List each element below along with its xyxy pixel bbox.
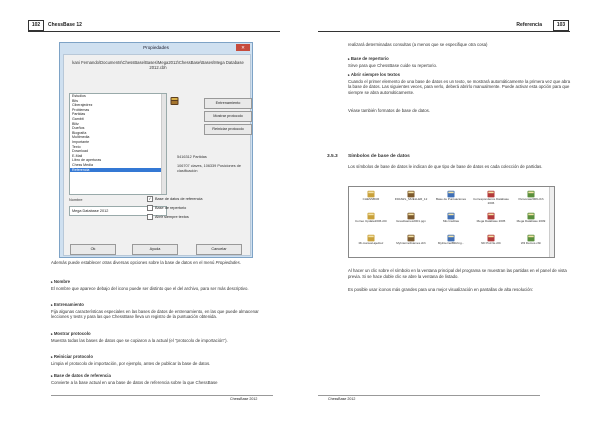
database-symbol[interactable] — [513, 234, 549, 256]
section-open-texts — [348, 72, 574, 95]
header-rule-right — [318, 31, 570, 32]
database-symbol-label: MyInternetGames.cbh — [396, 241, 426, 245]
list-item[interactable]: Gambit — [72, 116, 84, 121]
list-item[interactable]: Partidas — [72, 112, 86, 117]
list-item[interactable]: E-Mail — [72, 153, 83, 158]
section-training — [51, 302, 269, 320]
database-symbol[interactable] — [473, 212, 509, 234]
close-icon[interactable]: ✕ — [236, 44, 250, 51]
section-body: Convierte a la base actual en una base de datos de referencia sobre la que ChessBase — [51, 379, 218, 385]
intro-paragraph — [51, 260, 269, 266]
section-title: ▸ Base de datos de referencia — [51, 373, 269, 380]
database-symbol-label: Mega Database 2009 — [516, 219, 546, 223]
always-open-texts-checkbox[interactable] — [147, 214, 189, 220]
database-symbol-label: Mega Database 2005 — [476, 219, 506, 223]
database-symbol-label: Correo Update2006.cbh — [354, 219, 388, 223]
database-symbol-label: Base de Puntuaciones — [435, 197, 467, 201]
section-body: Limpia el protocolo de importación, por ejemplo, antes de publicar la base de datos. — [51, 360, 211, 366]
section-body: Sirve para que ChessBase cuide su repertorio. — [348, 62, 438, 68]
intro-menu-name: Propiedades. — [215, 260, 241, 265]
intro-text: Además puede establecer otras diversas opciones sobre la base de datos en el menú — [51, 260, 215, 265]
repertoire-db-label: Base de repertorio — [155, 206, 187, 210]
database-symbol[interactable] — [393, 190, 429, 212]
database-symbol-label: Personas2009.cbh — [518, 197, 544, 201]
database-symbol-label: ND Puzzle.cbh — [481, 241, 501, 245]
database-icons-window — [348, 186, 555, 258]
list-item[interactable]: Blitz — [72, 121, 79, 126]
games-count: 5416312 Partidas — [177, 155, 207, 159]
section-reset-protocol — [51, 354, 269, 366]
database-symbol[interactable] — [393, 234, 429, 256]
name-field[interactable]: Mega Database 2012 — [69, 206, 167, 216]
dialog-body — [63, 54, 251, 256]
always-open-texts-label: Abrir siempre textos — [155, 215, 189, 219]
properties-dialog — [59, 42, 253, 258]
list-item[interactable]: Ciberajedrez — [72, 103, 93, 108]
list-item[interactable]: Referencia — [70, 168, 166, 173]
subsection-number: 3.5.3 — [327, 154, 338, 159]
database-path: kani Fernando\Documents\ChessBase\Bases\Mega2012\ChessBase\Bases\Mega Database 2012.cbh — [72, 60, 244, 71]
header-rule-left — [28, 31, 280, 32]
list-item[interactable]: Texto — [72, 144, 81, 149]
list-item[interactable]: Multimedia — [72, 135, 90, 140]
list-item[interactable]: Dueños — [72, 126, 85, 131]
checkbox-box[interactable] — [147, 205, 153, 211]
database-symbol-label: MyInternetBlitzing... — [437, 241, 465, 245]
after-icons-paragraph: Al hacer un clic sobre el símbolo en la ventana principal del programa se muestran las partidas en el panel de vista previa. Si se hace doble clic se abre la ventana de listado. — [348, 268, 567, 279]
dialog-title: Propiedades — [143, 45, 169, 50]
database-symbol[interactable] — [513, 190, 549, 212]
repertoire-db-checkbox[interactable] — [147, 205, 186, 211]
footer-left: ChessBase 2012 — [230, 397, 258, 401]
database-symbol-label: Mis Inéditas — [442, 219, 459, 223]
section-title: ▸ Mostrar protocolo — [51, 331, 269, 338]
section-body: Fija algunas características especiales en las bases de datos de entrenamiento, en las que puede almacenar lecciones y tests y para las que ChessBase lleva un registro de la puntuación obtenida. — [51, 308, 259, 320]
section-title: ▸ Nombre — [51, 279, 269, 286]
positions-count: 106707 claves, 106339 Posiciones de clasificación — [177, 164, 241, 173]
list-item[interactable]: Download — [72, 149, 88, 154]
database-symbol[interactable] — [353, 212, 389, 234]
see-also: Véase también formatos de base de datos. — [348, 108, 430, 113]
show-protocol-button[interactable]: Mostrar protocolo — [204, 111, 252, 122]
database-symbol[interactable] — [433, 234, 469, 256]
list-item[interactable]: Chess Media — [72, 162, 93, 167]
subsection-title: Símbolos de base de datos — [348, 154, 410, 159]
list-scrollbar[interactable] — [161, 94, 166, 194]
database-symbol-label: Wil Demos.cbh — [520, 241, 542, 245]
running-head-right: Referencia — [516, 22, 542, 28]
database-symbol[interactable] — [353, 190, 389, 212]
list-item[interactable]: Libro de aperturas — [72, 158, 102, 163]
reference-db-label: Base de datos de referencia — [155, 197, 203, 201]
list-item[interactable]: Bits — [72, 98, 78, 103]
database-symbol-label: CHESSBUR — [362, 197, 380, 201]
database-symbol[interactable] — [513, 212, 549, 234]
section-title: ▸ Abrir siempre los textos — [348, 72, 574, 79]
section-reference-db — [51, 373, 269, 385]
database-symbol[interactable] — [473, 234, 509, 256]
icons-window-scrollbar[interactable] — [549, 187, 554, 257]
subsection-intro: Los símbolos de base de datos le indican de que tipo de base de datos es cada colección de partidas. — [348, 164, 543, 169]
section-title: ▸ Reiniciar protocolo — [51, 354, 269, 361]
database-symbol[interactable] — [433, 212, 469, 234]
database-symbol-label: Correspondence Database 2006 — [473, 197, 509, 205]
section-body: Muestra todas las bases de datos que se copiaron a la actual (el "protocolo de importación"). — [51, 337, 228, 343]
running-head-left: ChessBase 12 — [48, 22, 82, 28]
database-symbol[interactable] — [473, 190, 509, 212]
section-body: Cuando el primer elemento de una base de datos es un texto, se mostrará automáticamente la primera vez que abra la base de datos. Las siguientes veces, para verlo, deberá abrirlo manualmente. Puede activar esta opción para que siempre se abra automáticamente. — [348, 78, 571, 95]
checkbox-box[interactable]: ✓ — [148, 196, 152, 201]
name-label: Nombre — [69, 198, 83, 202]
database-symbol[interactable] — [433, 190, 469, 212]
database-symbol-label: Mi-manual-ajedrez — [358, 241, 384, 245]
page-number-right: 103 — [553, 20, 569, 31]
section-show-protocol — [51, 331, 269, 343]
cancel-button[interactable]: Cancelar — [196, 244, 242, 255]
ok-button[interactable]: Ok — [70, 244, 116, 255]
section-title: ▸ Entrenamiento — [51, 302, 269, 309]
continuation-line: realizará determinadas consultas (a menos que se especifique otra cosa) — [348, 42, 488, 47]
database-symbol[interactable] — [353, 234, 389, 256]
reset-protocol-button[interactable]: Reiniciar protocolo — [204, 124, 252, 135]
checkbox-box[interactable] — [147, 214, 153, 220]
database-symbol-label: FRANZL_MUELLER_12 — [394, 197, 428, 201]
database-type-list[interactable] — [69, 93, 167, 195]
section-repertoire — [348, 56, 574, 68]
reference-db-checkbox[interactable] — [147, 196, 203, 202]
training-button[interactable]: Entrenamiento — [204, 98, 252, 109]
list-item[interactable]: Problemas — [72, 107, 90, 112]
database-symbol-label: GreatGames2001.pgn — [396, 219, 426, 223]
help-button[interactable]: Ayuda — [132, 244, 178, 255]
database-icon — [170, 96, 179, 106]
page-number-left: 102 — [28, 20, 44, 31]
section-body: El nombre que aparece debajo del icono puede ser distinto que el del archivo, para ser más descriptivo. — [51, 285, 249, 291]
list-item[interactable]: Importante — [72, 139, 90, 144]
database-symbol[interactable] — [393, 212, 429, 234]
footer-right: ChessBase 2012 — [328, 397, 356, 401]
list-item[interactable]: Estudios — [72, 94, 86, 98]
section-title: ▸ Base de repertorio — [348, 56, 574, 63]
list-item[interactable]: Biografía — [72, 130, 87, 135]
section-name — [51, 279, 269, 291]
final-paragraph: Es posible usar iconos más grandes para una mejor visualización en pantallas de alta resolución: — [348, 287, 534, 292]
